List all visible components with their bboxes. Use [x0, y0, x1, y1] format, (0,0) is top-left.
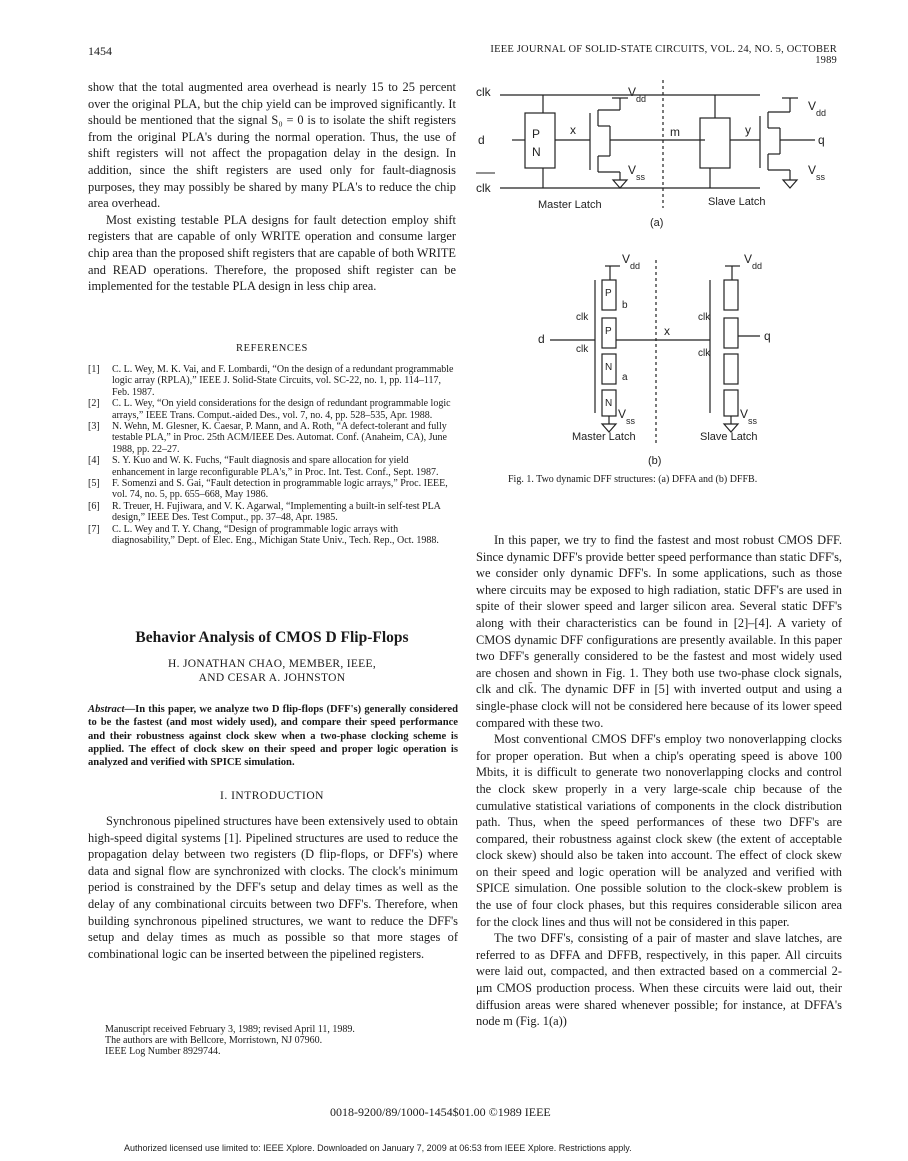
fig-a-clkbar-label: clk: [476, 181, 491, 195]
fig-b-vss-sub: ss: [626, 416, 635, 426]
reference-item: [4] S. Y. Kuo and W. K. Fuchs, “Fault diagnosis and spare allocation for yield enhancement in large reconfigurable PLA's,” in Proc. Int. Test. Conf., Sept. 1987.: [88, 455, 439, 478]
fig-a-vss2-label: V: [808, 163, 817, 177]
footnote-log-number: IEEE Log Number 8929744.: [105, 1046, 221, 1057]
reference-item: [1] C. L. Wey, M. K. Vai, and F. Lombardi, “On the design of a redundant programmable logic array (RPLA),” IEEE J. Solid-State Circuits, vol. SC-22, no. 1, pp. 114–117, Feb. 1987.: [88, 364, 454, 398]
fig-b-subfigure-label: (b): [648, 455, 662, 467]
figure-caption: Fig. 1. Two dynamic DFF structures: (a) DFFA and (b) DFFB.: [508, 474, 758, 485]
paper-title: Behavior Analysis of CMOS D Flip-Flops: [135, 629, 409, 646]
fig-a-subfigure-label: (a): [650, 217, 664, 229]
reference-item: [5] F. Somenzi and S. Gai, “Fault detection in programmable logic arrays,” Proc. IEEE, vol. 74, no. 5, pp. 655–668, May 1986.: [88, 478, 448, 501]
fig-a-clk-label: clk: [476, 85, 491, 99]
reference-item: [6] R. Treuer, H. Fujiwara, and V. K. Agarwal, “Implementing a built-in self-test PLA design,” IEEE Des. Test Comput., pp. 37–48, Apr. 1985.: [88, 500, 441, 524]
section-heading-introduction: I. INTRODUCTION: [220, 790, 324, 802]
prev-paragraph-1: show that the total augmented area overhead is nearly 15 to 25 percent over the original PLA, but the chip yield can be improved significantly. It should be mentioned that the signal S₀ = 0 is to isolate the shift registers from the original PLA's during the normal operation. Thus, the use of shift registers will not affect the propagation delay in the design. In addition, since the shift registers are used only for fault-diagnosis purposes, they may possibly be shared by many PLA's to reduce the chip area overhead.: [88, 80, 456, 211]
fig-b-slave-clk-label: clk: [698, 348, 711, 359]
fig-b-vdd-label: V: [622, 252, 631, 266]
reference-item: [2] C. L. Wey, “On yield considerations for the design of redundant programmable logic arrays,” IEEE Trans. Comput.-aided Des., vol. 7, no. 4, pp. 528–535, Apr. 1988.: [88, 398, 451, 421]
fig-b-p2-label: P: [605, 326, 612, 337]
fig-a-slave-label: Slave Latch: [708, 196, 766, 208]
page-number: 1454: [88, 44, 112, 58]
abstract: [88, 703, 458, 769]
fig-b-d-label: d: [538, 332, 545, 346]
author-line-1: H. JONATHAN CHAO, MEMBER, IEEE,: [168, 658, 376, 670]
references-heading: REFERENCES: [236, 343, 308, 354]
fig-a-vdd-sub: dd: [636, 94, 647, 104]
fig-b-p1-label: P: [605, 288, 612, 299]
fig-a-y-label: y: [745, 123, 751, 137]
reference-item: [3] N. Wehn, M. Glesner, K. Caesar, P. Mann, and A. Roth, “A defect-tolerant and fully testable PLA,” in Proc. 25th ACM/IEEE Des. Automat. Conf. (Anaheim, CA), June 1988, pp. 22–27.: [88, 421, 447, 455]
fig-b-x-label: x: [664, 324, 670, 338]
fig-b-a-label: a: [622, 372, 628, 383]
fig-b-q-label: q: [764, 329, 771, 343]
fig-a-vdd-label: V: [628, 85, 637, 99]
fig-b-b-label: b: [622, 300, 628, 311]
fig-a-vss-sub: ss: [636, 172, 645, 182]
intro-paragraph-1: Synchronous pipelined structures have been extensively used to obtain high-speed digital systems [1]. Pipelined structures are used to reduce the propagation delay between two registers (D flip-flops, or DFF's) where data and signal flow are synchronized with clocks. The clock's minimum period is constrained by the DFF's setup and delay times as well as the delay of any combinational circuits between two DFF's. Therefore, when building synchronous pipelined structures, we want to reduce the DFF's setup and delay times as much as possible so that more stages of combinational logic can be inserted between the pipelined registers.: [88, 814, 458, 961]
fig-b-n1-label: N: [605, 362, 613, 373]
footnote: [105, 1024, 457, 1057]
author-line-2: AND CESAR A. JOHNSTON: [198, 672, 346, 684]
fig-a-master-label: Master Latch: [538, 199, 602, 211]
footnote-received: Manuscript received February 3, 1989; revised April 11, 1989.: [105, 1024, 355, 1035]
fig-b-slave-label: Slave Latch: [700, 431, 758, 443]
right-paragraph-1: In this paper, we try to find the fastest and most robust CMOS DFF. Since dynamic DFF's provide better speed performance than static DFF's, we consider only dynamic DFF's. In some applications, such as those where circuits may be exposed to high radiation, static DFF's are used in spite of their slower speed and larger silicon area. Several static DFF's along with their characteristics can be found in [2]–[4]. A variety of CMOS dynamic DFF configurations are presently available. In this paper two DFF's generally considered to be the fastest and most widely used are chosen and shown in Fig. 1. They both use two-phase clock signals, clk and clk̄. The dynamic DFF in [5] with inverted output and using a single-phase clock will not be considered here because of its lower speed compared with these two.: [476, 533, 842, 730]
fig-a-vss2-sub: ss: [816, 172, 825, 182]
fig-a-d-label: d: [478, 133, 485, 147]
fig-a-vss-label: V: [628, 163, 637, 177]
right-paragraph-3: The two DFF's, consisting of a pair of master and slave latches, are referred to as DFFA and DFFB, respectively, in this paper. All circuits were laid out, compacted, and then extracted based on a commercial 2-μm CMOS production process. When these circuits were laid out, their diffusion areas were shared whenever possible; for instance, at DFFA's node m (Fig. 1(a)): [476, 931, 842, 1029]
fig-a-vdd2-label: V: [808, 99, 817, 113]
right-column: [476, 532, 842, 1030]
reference-item: [7] C. L. Wey and T. Y. Chang, “Design of programmable logic arrays with diagnosability,” Dept. of Elec. Eng., Michigan State Univ., Tech. Rep., Oct. 1988.: [88, 523, 439, 547]
fig-a-n1-label: N: [532, 145, 541, 159]
prev-paragraph-2: Most existing testable PLA designs for fault detection employ shift registers that are capable of only WRITE operation and consume larger chip area than the proposed shift registers that are capable of both WRITE and READ operations. Therefore, the proposed shift register can be implemented for the testable PLA design in less chip area.: [88, 212, 456, 294]
abstract-label: Abstract: [88, 704, 125, 715]
fig-b-vss2-label: V: [740, 407, 749, 421]
fig-a-vdd2-sub: dd: [816, 108, 827, 118]
fig-a-x-label: x: [570, 123, 576, 137]
footnote-affiliation: The authors are with Bellcore, Morristown, NJ 07960.: [105, 1035, 323, 1046]
fig-b-vdd2-sub: dd: [752, 261, 763, 271]
fig-b-clkbar-label: clk: [576, 344, 589, 355]
fig-b-vdd-sub: dd: [630, 261, 641, 271]
fig-b-n2-label: N: [605, 398, 613, 409]
fig-b-master-label: Master Latch: [572, 431, 636, 443]
fig-a-m-label: m: [670, 125, 680, 139]
abstract-text: —In this paper, we analyze two D flip-flops (DFF's) generally considered to be the fastest (and most widely used), and compare their speed performance and their robustness against clock skew when a two-phase clocking scheme is applied. The effect of clock skew on their speed and proper logic operation is analyzed and verified with SPICE simulation.: [88, 704, 458, 769]
running-head: IEEE JOURNAL OF SOLID-STATE CIRCUITS, VOL. 24, NO. 5, OCTOBER 1989: [490, 44, 837, 66]
right-paragraph-2: Most conventional CMOS DFF's employ two nonoverlapping clocks for proper operation. But when a chip's operating speed is above 100 Mbits, it is difficult to generate two nonoverlapping clocks and control the clock skew properly in a very large-scale chip because of the cumulative statistical variations of components in the clock distribution path. Thus, when the speed performances of these two DFF's are compared, their robustness against clock skew (the extent of acceptable clock skew) should also be taken into account. The effect of clock skew on their speed and logic operation will be analyzed and verified with SPICE simulation. One possible solution to the clock-skew problem is the use of four clock phases, but this requires considerable silicon area for the clock lines and thus will not be considered in this paper.: [476, 732, 842, 929]
figure-1: [470, 68, 850, 488]
fig-b-slave-clkbar-label: clk: [698, 312, 711, 323]
copyright-line: 0018-9200/89/1000-1454$01.00 ©1989 IEEE: [330, 1105, 551, 1119]
fig-a-p1-label: P: [532, 127, 541, 141]
fig-b-vdd2-label: V: [744, 252, 753, 266]
fig-b-vss2-sub: ss: [748, 416, 757, 426]
fig-a-q-label: q: [818, 133, 825, 147]
fig-b-clk-label: clk: [576, 312, 589, 323]
fig-b-vss-label: V: [618, 407, 627, 421]
left-column-prev: [88, 79, 456, 295]
reference-list: [88, 364, 458, 547]
authorized-use-notice: Authorized licensed use limited to: IEEE Xplore. Downloaded on January 7, 2009 at 06:53 from IEEE Xplore. Restrictions apply.: [124, 1143, 632, 1153]
